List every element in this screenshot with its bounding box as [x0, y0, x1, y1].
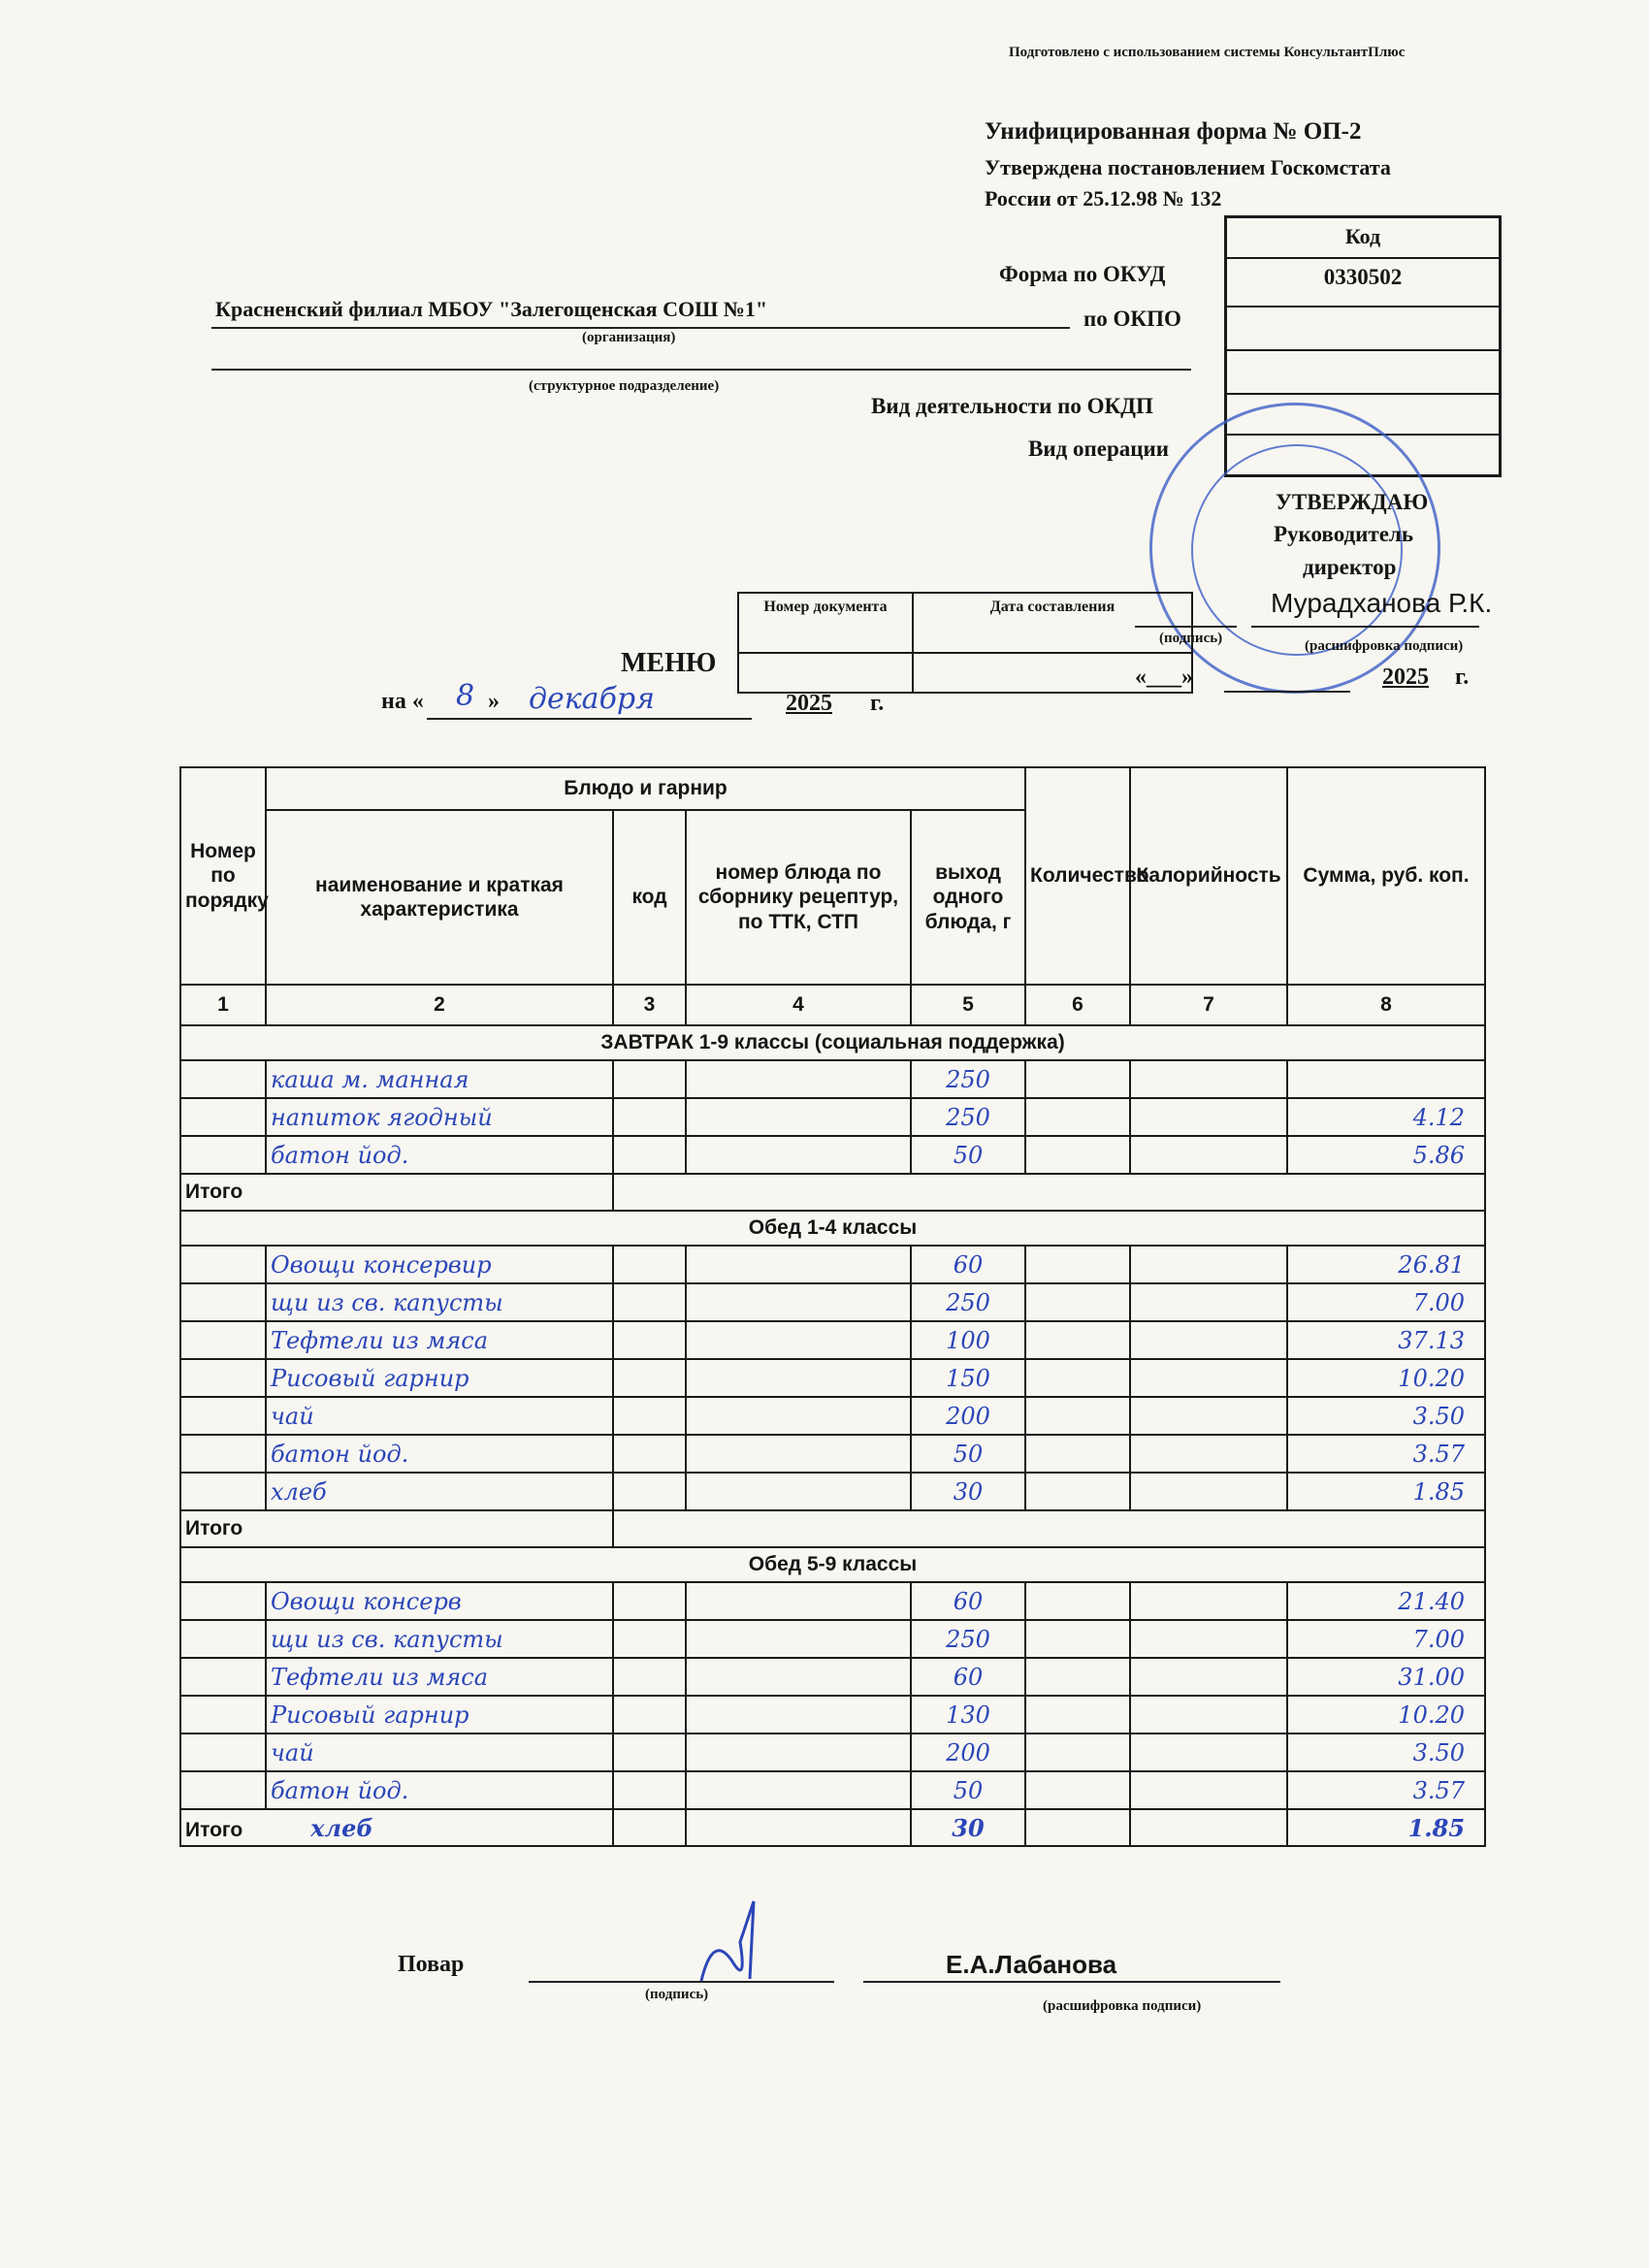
form-title: Унифицированная форма № ОП-2 — [985, 118, 1362, 145]
quantity-cell — [1025, 1136, 1130, 1174]
col-output-header: выход одного блюда, г — [911, 810, 1025, 985]
menu-year-suffix: г. — [870, 691, 885, 716]
recipe-number-cell — [686, 1435, 911, 1473]
dish-code-cell — [613, 1359, 686, 1397]
row-number-cell — [180, 1435, 266, 1473]
quantity-cell — [1025, 1809, 1130, 1846]
org-caption: (организация) — [582, 330, 676, 345]
calories-cell — [1130, 1136, 1287, 1174]
row-number-cell — [180, 1136, 266, 1174]
row-number-cell — [180, 1696, 266, 1733]
row-number-cell — [180, 1098, 266, 1136]
total-empty-cell — [613, 1174, 1485, 1211]
sum-cell: 21.40 — [1287, 1582, 1485, 1620]
dish-output-cell: 150 — [911, 1359, 1025, 1397]
calories-cell — [1130, 1658, 1287, 1696]
dish-code-cell — [613, 1321, 686, 1359]
dish-name-cell: Рисовый гарнир — [266, 1359, 613, 1397]
quantity-cell — [1025, 1582, 1130, 1620]
quantity-cell — [1025, 1473, 1130, 1510]
row-number-cell — [180, 1771, 266, 1809]
recipe-number-cell — [686, 1696, 911, 1733]
dish-output-cell: 250 — [911, 1060, 1025, 1098]
menu-day: 8 — [456, 679, 475, 713]
quantity-cell — [1025, 1435, 1130, 1473]
total-label: Итого — [180, 1174, 613, 1211]
approve-role: Руководитель — [1274, 522, 1413, 546]
section-title: Обед 5-9 классы — [180, 1547, 1485, 1582]
sum-cell: 10.20 — [1287, 1696, 1485, 1733]
recipe-number-cell — [686, 1246, 911, 1283]
dish-code-cell — [613, 1397, 686, 1435]
okpo-label: по ОКПО — [1083, 307, 1181, 331]
total-label: Итого — [180, 1510, 613, 1547]
col-num-header: Номер по порядку — [180, 767, 266, 985]
sum-cell: 1.85 — [1287, 1473, 1485, 1510]
cook-name: Е.А.Лабанова — [946, 1950, 1117, 1979]
col-qty-header: Количество — [1025, 767, 1130, 985]
dish-output-cell: 250 — [911, 1283, 1025, 1321]
table-row — [180, 1098, 1485, 1136]
table-row — [180, 1136, 1485, 1174]
dish-output-cell: 100 — [911, 1321, 1025, 1359]
recipe-number-cell — [686, 1658, 911, 1696]
sum-cell: 3.50 — [1287, 1397, 1485, 1435]
quantity-cell — [1025, 1771, 1130, 1809]
table-row — [180, 1771, 1485, 1809]
sum-cell: 7.00 — [1287, 1283, 1485, 1321]
row-number-cell — [180, 1733, 266, 1771]
total-row — [180, 1510, 1485, 1547]
section-row — [180, 1547, 1485, 1582]
recipe-number-cell — [686, 1060, 911, 1098]
dish-name-cell: щи из св. капусты — [266, 1620, 613, 1658]
section-title: ЗАВТРАК 1-9 классы (социальная поддержка) — [180, 1025, 1485, 1060]
recipe-number-cell — [686, 1473, 911, 1510]
table-row — [180, 1733, 1485, 1771]
dish-name-cell: щи из св. капусты — [266, 1283, 613, 1321]
dish-code-cell — [613, 1283, 686, 1321]
col-number: 2 — [266, 985, 613, 1025]
sum-cell: 10.20 — [1287, 1359, 1485, 1397]
unit-caption: (структурное подразделение) — [529, 378, 720, 394]
recipe-number-cell — [686, 1397, 911, 1435]
sum-cell: 26.81 — [1287, 1246, 1485, 1283]
dish-code-cell — [613, 1060, 686, 1098]
approved-line-1: Утверждена постановлением Госкомстата — [985, 155, 1391, 179]
dish-output-cell: 130 — [911, 1696, 1025, 1733]
section-row — [180, 1211, 1485, 1246]
approve-title: УТВЕРЖДАЮ — [1276, 490, 1429, 514]
dish-code-cell — [613, 1771, 686, 1809]
recipe-number-cell — [686, 1582, 911, 1620]
dish-name-cell: Овощи консерв — [266, 1582, 613, 1620]
recipe-number-cell — [686, 1283, 911, 1321]
table-row — [180, 1473, 1485, 1510]
okud-label: Форма по ОКУД — [999, 262, 1166, 286]
dish-name-cell: Тефтели из мяса — [266, 1658, 613, 1696]
col-code-header: код — [613, 810, 686, 985]
menu-date-prefix: на « — [381, 689, 424, 714]
row-number-cell — [180, 1283, 266, 1321]
recipe-number-cell — [686, 1359, 911, 1397]
dish-name-cell: батон йод. — [266, 1136, 613, 1174]
dish-name-cell: чай — [266, 1397, 613, 1435]
quantity-cell — [1025, 1696, 1130, 1733]
calories-cell — [1130, 1283, 1287, 1321]
dish-code-cell — [613, 1435, 686, 1473]
quantity-cell — [1025, 1397, 1130, 1435]
row-number-cell — [180, 1620, 266, 1658]
dish-code-cell — [613, 1136, 686, 1174]
quantity-cell — [1025, 1359, 1130, 1397]
dish-code-cell — [613, 1809, 686, 1846]
table-row — [180, 1658, 1485, 1696]
dish-name-cell: Тефтели из мяса — [266, 1321, 613, 1359]
dish-code-cell — [613, 1246, 686, 1283]
table-row — [180, 1397, 1485, 1435]
quantity-cell — [1025, 1246, 1130, 1283]
table-row — [180, 1435, 1485, 1473]
recipe-number-cell — [686, 1136, 911, 1174]
approve-role-2: директор — [1303, 555, 1397, 579]
calories-cell — [1130, 1809, 1287, 1846]
dish-code-cell — [613, 1620, 686, 1658]
calories-cell — [1130, 1696, 1287, 1733]
quantity-cell — [1025, 1321, 1130, 1359]
quantity-cell — [1025, 1283, 1130, 1321]
menu-month: декабря — [529, 682, 655, 716]
dish-name-cell: Овощи консервир — [266, 1246, 613, 1283]
dish-name-cell: батон йод. — [266, 1771, 613, 1809]
table-row — [180, 1582, 1485, 1620]
dish-output-cell: 200 — [911, 1733, 1025, 1771]
dish-code-cell — [613, 1733, 686, 1771]
dish-output-cell: 60 — [911, 1246, 1025, 1283]
sum-cell: 3.57 — [1287, 1771, 1485, 1809]
prepared-note: Подготовлено с использованием системы КонсультантПлюс — [1009, 45, 1406, 60]
recipe-number-cell — [686, 1321, 911, 1359]
table-row — [180, 1696, 1485, 1733]
col-number: 3 — [613, 985, 686, 1025]
calories-cell — [1130, 1771, 1287, 1809]
recipe-number-cell — [686, 1620, 911, 1658]
calories-cell — [1130, 1359, 1287, 1397]
total-empty-cell — [613, 1510, 1485, 1547]
total-row — [180, 1809, 1485, 1846]
total-label — [180, 1809, 613, 1846]
section-row — [180, 1025, 1485, 1060]
sum-cell: 3.57 — [1287, 1435, 1485, 1473]
sum-cell: 3.50 — [1287, 1733, 1485, 1771]
dish-name-handwritten: хлеб — [310, 1813, 373, 1842]
dish-output-cell: 200 — [911, 1397, 1025, 1435]
cook-label: Повар — [398, 1952, 465, 1977]
quantity-cell — [1025, 1098, 1130, 1136]
calories-cell — [1130, 1582, 1287, 1620]
dish-name-cell: напиток ягодный — [266, 1098, 613, 1136]
recipe-number-cell — [686, 1809, 911, 1846]
recipe-number-cell — [686, 1098, 911, 1136]
doc-number-date-box — [737, 592, 1193, 694]
menu-table — [179, 766, 1486, 1847]
sum-cell: 31.00 — [1287, 1658, 1485, 1696]
total-row — [180, 1174, 1485, 1211]
dish-output-cell: 250 — [911, 1098, 1025, 1136]
quantity-cell — [1025, 1733, 1130, 1771]
dish-output-cell: 50 — [911, 1435, 1025, 1473]
dish-code-cell — [613, 1582, 686, 1620]
dish-output-cell: 30 — [911, 1809, 1025, 1846]
column-number-row — [180, 985, 1485, 1025]
okdp-label: Вид деятельности по ОКДП — [871, 394, 1153, 418]
dish-output-cell: 250 — [911, 1620, 1025, 1658]
approve-sign-caption: (подпись) — [1159, 631, 1223, 646]
sum-cell — [1287, 1060, 1485, 1098]
table-row — [180, 1246, 1485, 1283]
calories-cell — [1130, 1733, 1287, 1771]
quantity-cell — [1025, 1620, 1130, 1658]
dish-name-cell: Рисовый гарнир — [266, 1696, 613, 1733]
table-row — [180, 1620, 1485, 1658]
col-number: 8 — [1287, 985, 1485, 1025]
sum-cell: 1.85 — [1287, 1809, 1485, 1846]
row-number-cell — [180, 1582, 266, 1620]
calories-cell — [1130, 1321, 1287, 1359]
calories-cell — [1130, 1435, 1287, 1473]
section-title: Обед 1-4 классы — [180, 1211, 1485, 1246]
table-row — [180, 1359, 1485, 1397]
row-number-cell — [180, 1246, 266, 1283]
sum-cell: 4.12 — [1287, 1098, 1485, 1136]
okud-value: 0330502 — [1323, 265, 1403, 289]
approve-decode-caption: (расшифровка подписи) — [1305, 638, 1464, 654]
row-number-cell — [180, 1321, 266, 1359]
calories-cell — [1130, 1060, 1287, 1098]
calories-cell — [1130, 1473, 1287, 1510]
dish-code-cell — [613, 1098, 686, 1136]
col-dish-header: Блюдо и гарнир — [266, 767, 1025, 810]
dish-code-cell — [613, 1696, 686, 1733]
dish-code-cell — [613, 1473, 686, 1510]
col-number: 1 — [180, 985, 266, 1025]
total-label-text: Итого — [185, 1818, 243, 1841]
dish-output-cell: 50 — [911, 1136, 1025, 1174]
dish-name-cell: чай — [266, 1733, 613, 1771]
calories-cell — [1130, 1620, 1287, 1658]
calories-cell — [1130, 1397, 1287, 1435]
dish-name-cell: хлеб — [266, 1473, 613, 1510]
cook-sign-caption: (подпись) — [645, 1987, 709, 2002]
approver-name: Мурадханова Р.К. — [1271, 588, 1493, 618]
sum-cell: 5.86 — [1287, 1136, 1485, 1174]
calories-cell — [1130, 1098, 1287, 1136]
doc-number-label: Номер документа — [763, 599, 888, 615]
row-number-cell — [180, 1397, 266, 1435]
approve-year: 2025 — [1382, 664, 1429, 690]
dish-output-cell: 60 — [911, 1582, 1025, 1620]
dish-code-cell — [613, 1658, 686, 1696]
approved-line-2: России от 25.12.98 № 132 — [985, 186, 1222, 211]
calories-cell — [1130, 1246, 1287, 1283]
sum-cell: 7.00 — [1287, 1620, 1485, 1658]
approve-date-day: «___» — [1135, 664, 1193, 690]
dish-output-cell: 30 — [911, 1473, 1025, 1510]
cook-decode-caption: (расшифровка подписи) — [1043, 1998, 1202, 2014]
menu-day-close: » — [488, 689, 500, 714]
recipe-number-cell — [686, 1733, 911, 1771]
org-name: Красненский филиал МБОУ "Залегощенская СОШ №1" — [215, 297, 768, 321]
recipe-number-cell — [686, 1771, 911, 1809]
cook-signature — [694, 1894, 771, 1991]
quantity-cell — [1025, 1060, 1130, 1098]
table-row — [180, 1321, 1485, 1359]
table-row — [180, 1060, 1485, 1098]
dish-output-cell: 60 — [911, 1658, 1025, 1696]
col-number: 7 — [1130, 985, 1287, 1025]
col-number: 4 — [686, 985, 911, 1025]
col-number: 5 — [911, 985, 1025, 1025]
approve-year-suffix: г. — [1455, 664, 1470, 690]
col-number: 6 — [1025, 985, 1130, 1025]
quantity-cell — [1025, 1658, 1130, 1696]
sum-cell: 37.13 — [1287, 1321, 1485, 1359]
code-header: Код — [1344, 224, 1381, 248]
row-number-cell — [180, 1359, 266, 1397]
col-name-header: наименование и краткая характеристика — [266, 810, 613, 985]
operation-label: Вид операции — [1028, 437, 1169, 461]
dish-name-cell: батон йод. — [266, 1435, 613, 1473]
menu-title: МЕНЮ — [621, 648, 717, 678]
table-row — [180, 1283, 1485, 1321]
dish-output-cell: 50 — [911, 1771, 1025, 1809]
col-recipe-header: номер блюда по сборнику рецептур, по ТТК, СТП — [686, 810, 911, 985]
row-number-cell — [180, 1658, 266, 1696]
col-cal-header: Калорийность — [1130, 767, 1287, 985]
doc-date-label: Дата составления — [989, 599, 1116, 615]
menu-year: 2025 — [786, 691, 832, 716]
col-sum-header: Сумма, руб. коп. — [1287, 767, 1485, 985]
dish-name-cell: каша м. манная — [266, 1060, 613, 1098]
row-number-cell — [180, 1060, 266, 1098]
row-number-cell — [180, 1473, 266, 1510]
